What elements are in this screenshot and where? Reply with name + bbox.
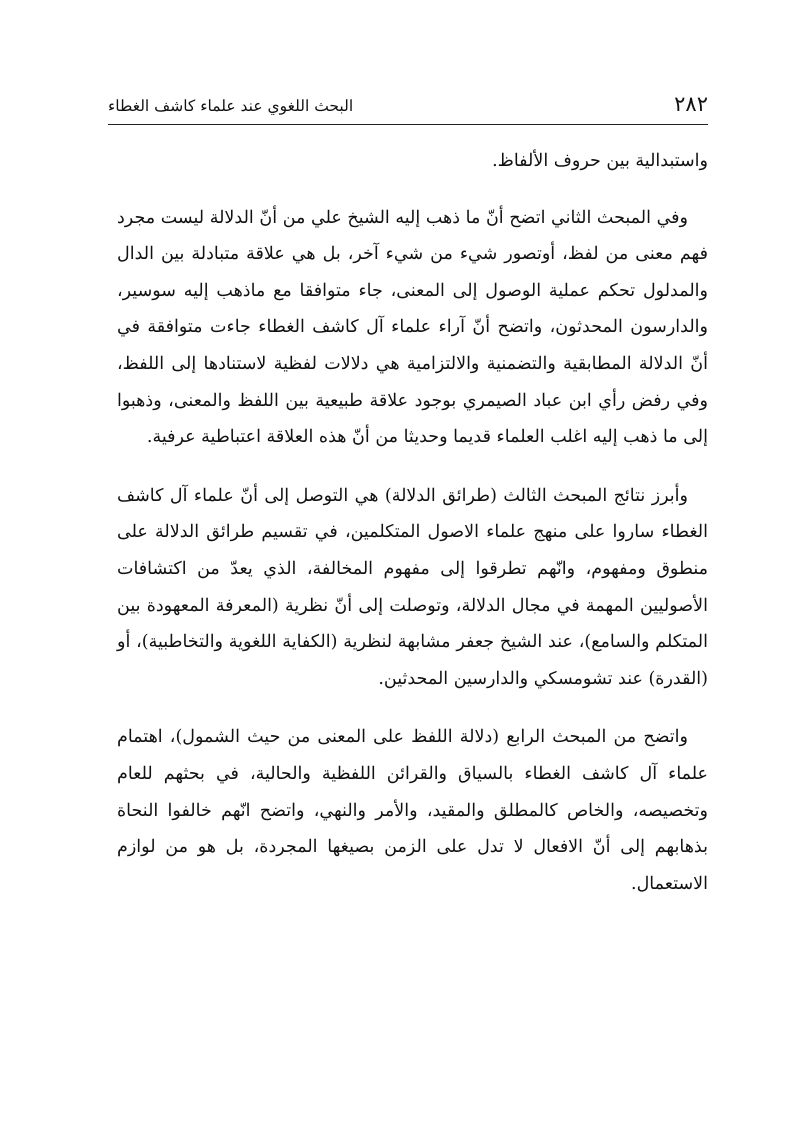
paragraph-continuation: واستبدالية بين حروف الألفاظ. [492, 151, 708, 171]
body-text [117, 143, 708, 924]
page-number: ٢٨٢ [674, 92, 708, 116]
paragraph-fourth-section: واتضح من المبحث الرابع (دلالة اللفظ على المعنى من حيث الشمول)، اهتمام علماء آل كاشف الغطاء بالسياق والقرائن اللفظية والحالية، في بحثهم للعام وتخصيصه، والخاص كالمطلق والمقيد، والأمر والنهي، واتضح انّهم خالفوا النحاة بذهابهم إلى أنّ الافعال لا تدل على الزمن بصيغها المجردة، بل هو من لوازم الاستعمال. [117, 727, 708, 894]
paragraph-third-section: وأبرز نتائج المبحث الثالث (طرائق الدلالة) هي التوصل إلى أنّ علماء آل كاشف الغطاء ساروا على منهج علماء الاصول المتكلمين، في تقسيم طرائق الدلالة على منطوق ومفهوم، وانّهم تطرقوا إلى مفهوم المخالفة، الذي يعدّ من اكتشافات الأصوليين المهمة في مجال الدلالة، وتوصلت إلى أنّ نظرية (المعرفة المعهودة بين المتكلم والسامع)، عند الشيخ جعفر مشابهة لنظرية (الكفاية اللغوية والتخاطبية)، أو (القدرة) عند تشومسكي والدارسين المحدثين. [117, 485, 708, 689]
paragraph-second-section: وفي المبحث الثاني اتضح أنّ ما ذهب إليه الشيخ علي من أنّ الدلالة ليست مجرد فهم معنى من لفظ، أوتصور شيء من شيء آخر، بل هي علاقة متبادلة بين الدال والمدلول تحكم عملية الوصول إلى المعنى، جاء متوافقا مع ماذهب إليه سوسير، والدارسون المحدثون، واتضح أنّ آراء علماء آل كاشف الغطاء جاءت متوافقة في أنّ الدلالة المطابقية والتضمنية والالتزامية هي دلالات لفظية لاستنادها إلى اللفظ، وفي رفض رأي ابن عباد الصيمري بوجود علاقة طبيعية بين اللفظ والمعنى، وذهبوا إلى ما ذهب إليه اغلب العلماء قديما وحديثا من أنّ هذه العلاقة اعتباطية عرفية. [117, 207, 708, 448]
page-header [108, 86, 708, 120]
header-divider [108, 124, 708, 125]
running-title: البحث اللغوي عند علماء كاشف الغطاء [108, 97, 354, 115]
